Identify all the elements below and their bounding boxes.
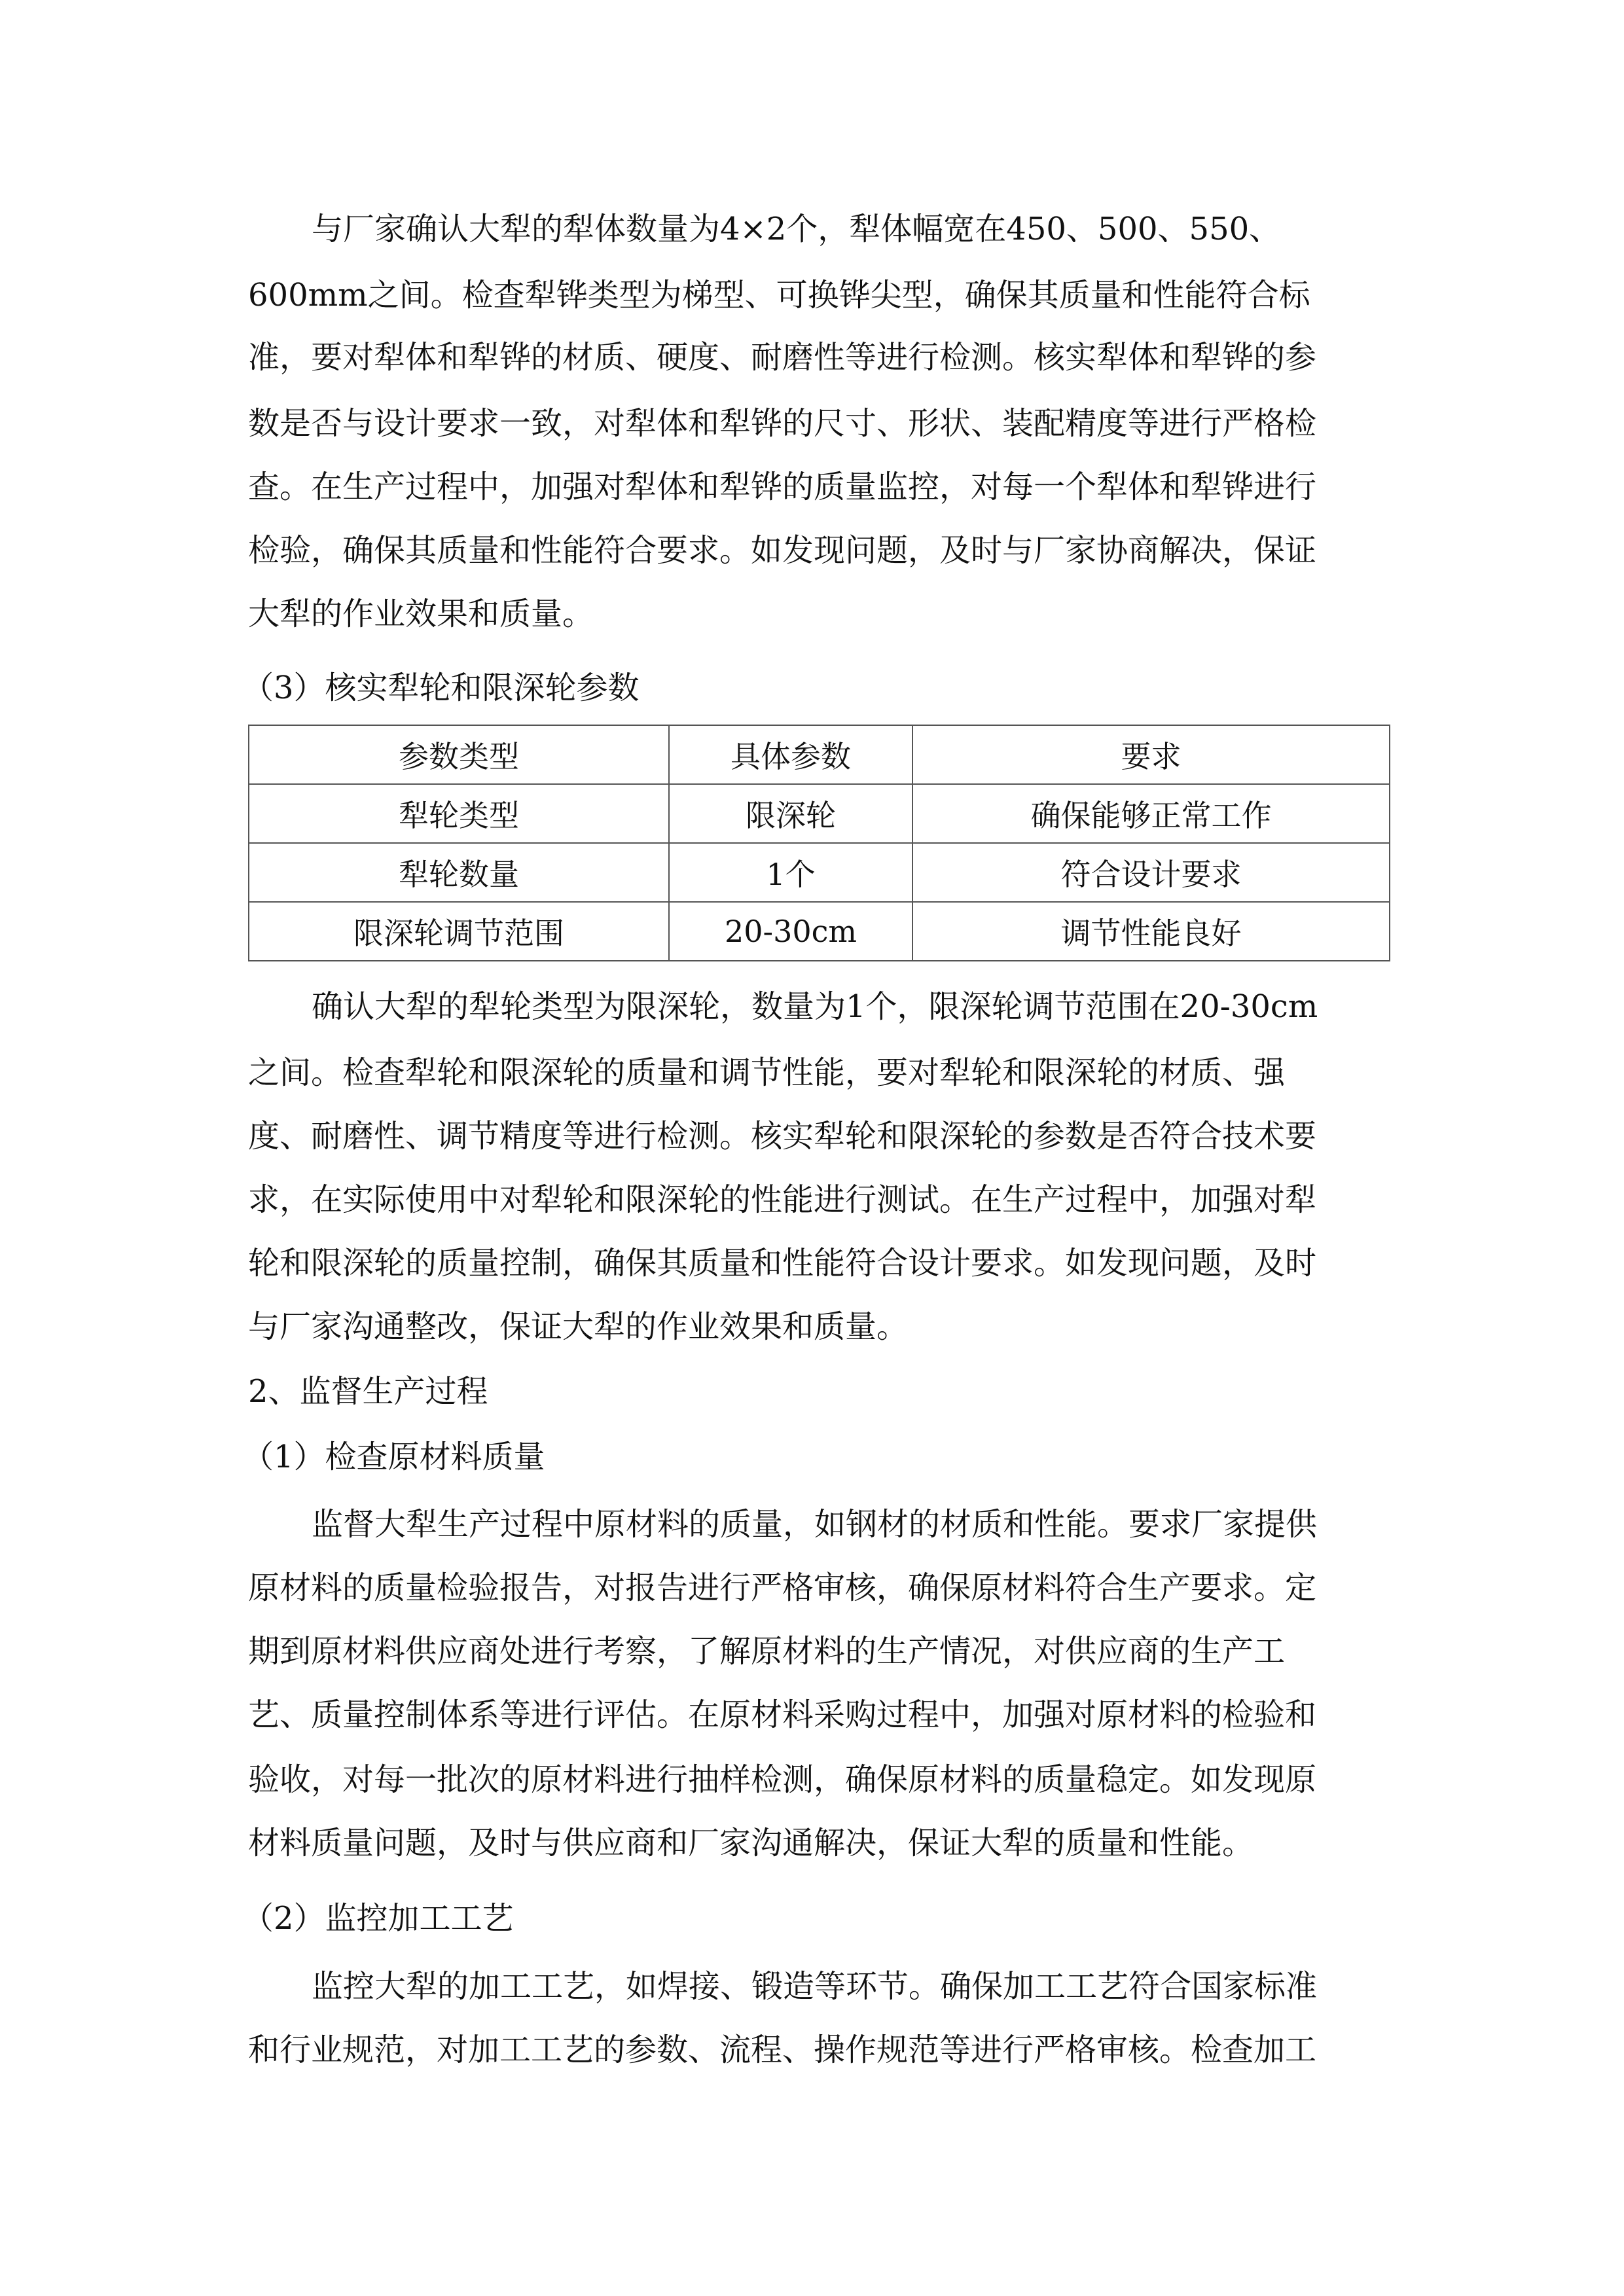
table-cell: 20-30cm bbox=[669, 902, 912, 961]
table-cell: 犁轮类型 bbox=[249, 784, 669, 843]
parameter-table bbox=[248, 725, 1390, 961]
text-line: 查。在生产过程中，加强对犁体和犁铧的质量监控，对每一个犁体和犁铧进行 bbox=[248, 469, 1317, 505]
table-row bbox=[249, 843, 1390, 902]
text-line: 之间。检查犁轮和限深轮的质量和调节性能，要对犁轮和限深轮的材质、强 bbox=[248, 1054, 1286, 1091]
table-header: 参数类型 bbox=[249, 725, 669, 784]
text-line: 材料质量问题，及时与供应商和厂家沟通解决，保证大犁的质量和性能。 bbox=[248, 1825, 1254, 1861]
subheading-3: （3）核实犁轮和限深轮参数 bbox=[242, 670, 640, 706]
table-cell: 调节性能良好 bbox=[912, 902, 1390, 961]
text-line: 和行业规范，对加工工艺的参数、流程、操作规范等进行严格审核。检查加工 bbox=[248, 2032, 1317, 2068]
subheading-2: （2）监控加工工艺 bbox=[242, 1900, 514, 1937]
text-line: 与厂家确认大犁的犁体数量为4×2个，犁体幅宽在450、500、550、 bbox=[312, 211, 1281, 247]
table-cell: 限深轮 bbox=[669, 784, 912, 843]
text-line: 大犁的作业效果和质量。 bbox=[248, 596, 594, 632]
subheading-1: （1）检查原材料质量 bbox=[242, 1439, 545, 1475]
text-line: 求，在实际使用中对犁轮和限深轮的性能进行测试。在生产过程中，加强对犁 bbox=[248, 1181, 1317, 1218]
text-line: 监控大犁的加工工艺，如焊接、锻造等环节。确保加工工艺符合国家标准 bbox=[312, 1968, 1318, 2005]
text-line: 期到原材料供应商处进行考察，了解原材料的生产情况，对供应商的生产工 bbox=[248, 1633, 1286, 1670]
text-line: 艺、质量控制体系等进行评估。在原材料采购过程中，加强对原材料的检验和 bbox=[248, 1696, 1317, 1733]
table-header: 具体参数 bbox=[669, 725, 912, 784]
table-header-row bbox=[249, 725, 1390, 784]
text-line: 度、耐磨性、调节精度等进行检测。核实犁轮和限深轮的参数是否符合技术要 bbox=[248, 1118, 1317, 1155]
text-line: 检验，确保其质量和性能符合要求。如发现问题，及时与厂家协商解决，保证 bbox=[248, 532, 1317, 569]
table-cell: 确保能够正常工作 bbox=[912, 784, 1390, 843]
text-line: 与厂家沟通整改，保证大犁的作业效果和质量。 bbox=[248, 1308, 909, 1345]
table-row bbox=[249, 902, 1390, 961]
table-header: 要求 bbox=[912, 725, 1390, 784]
text-line: 原材料的质量检验报告，对报告进行严格审核，确保原材料符合生产要求。定 bbox=[248, 1570, 1317, 1606]
text-line: 监督大犁生产过程中原材料的质量，如钢材的材质和性能。要求厂家提供 bbox=[312, 1506, 1318, 1543]
text-line: 准，要对犁体和犁铧的材质、硬度、耐磨性等进行检测。核实犁体和犁铧的参 bbox=[248, 339, 1317, 376]
text-line: 轮和限深轮的质量控制，确保其质量和性能符合设计要求。如发现问题，及时 bbox=[248, 1245, 1317, 1282]
text-line: 确认大犁的犁轮类型为限深轮，数量为1个，限深轮调节范围在20-30cm bbox=[312, 988, 1318, 1025]
table-cell: 限深轮调节范围 bbox=[249, 902, 669, 961]
text-line: 数是否与设计要求一致，对犁体和犁铧的尺寸、形状、装配精度等进行严格检 bbox=[248, 405, 1317, 442]
section-heading: 2、监督生产过程 bbox=[248, 1373, 488, 1410]
text-line: 600mm之间。检查犁铧类型为梯型、可换铧尖型，确保其质量和性能符合标 bbox=[248, 277, 1310, 314]
text-line: 验收，对每一批次的原材料进行抽样检测，确保原材料的质量稳定。如发现原 bbox=[248, 1761, 1317, 1798]
table-cell: 符合设计要求 bbox=[912, 843, 1390, 902]
table-cell: 犁轮数量 bbox=[249, 843, 669, 902]
table-cell: 1个 bbox=[669, 843, 912, 902]
table-row bbox=[249, 784, 1390, 843]
